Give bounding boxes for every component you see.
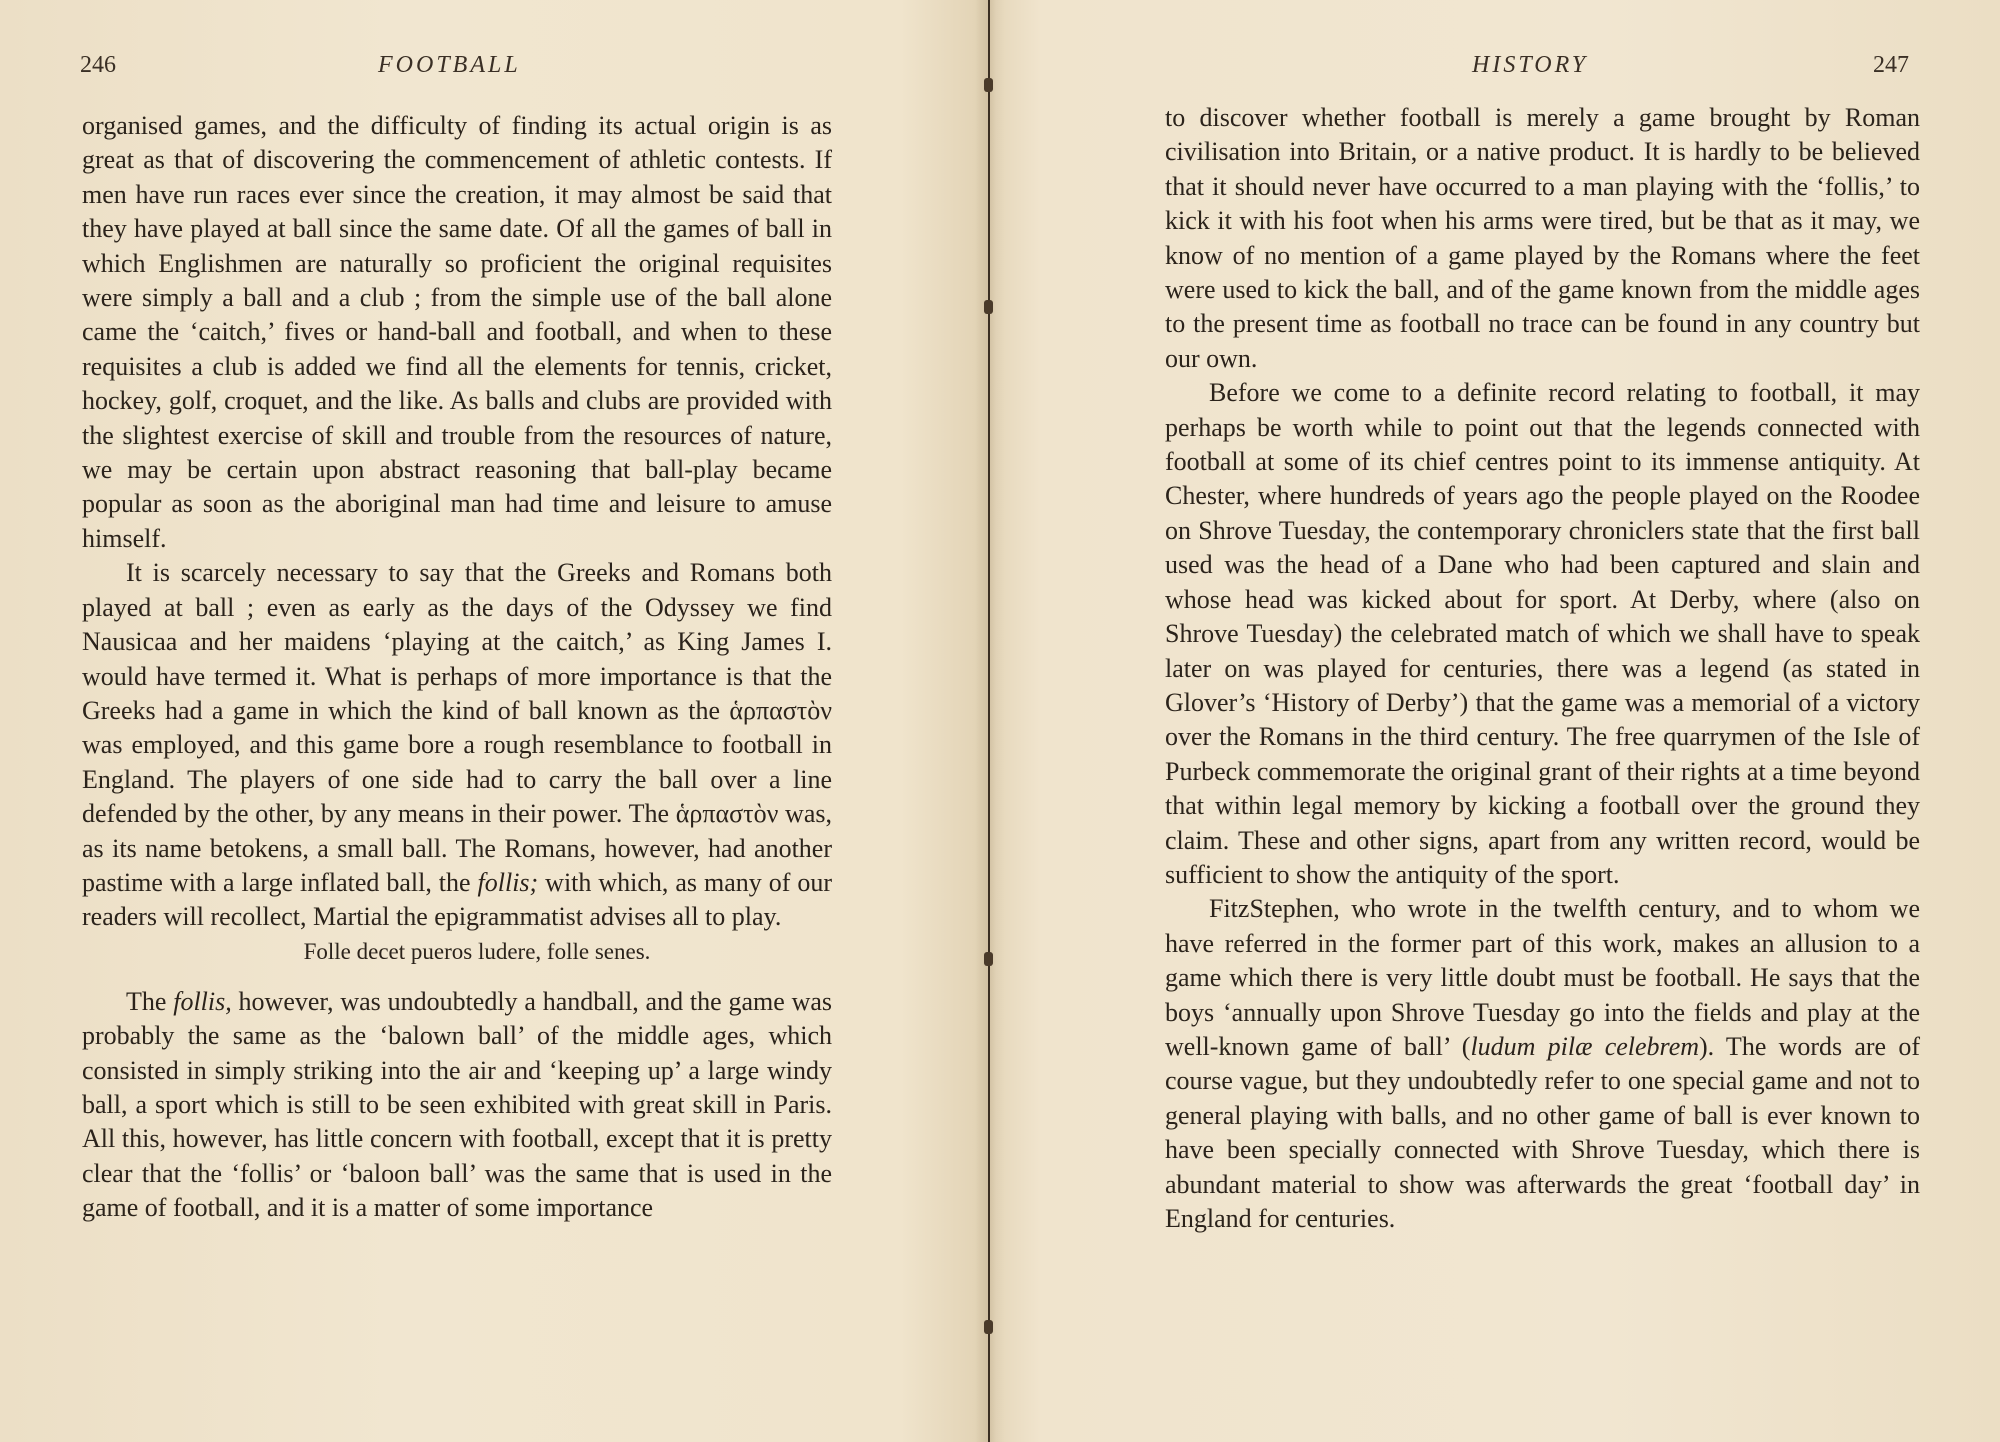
paragraph-text: The — [126, 986, 174, 1016]
paragraph: to discover whether football is merely a game brought by Roman civilisation into Britain, or a native product. It is hardly to be believed that it should never have occurred to a man playing with the ‘follis,’ to kick it with his foot when his arms were tired, but be that as it may, we know of no mention of a game played by the Romans where the feet were used to kick the ball, and of the game known from the middle ages to the present time as football no trace can be found in any country but our own. — [1165, 103, 1920, 373]
paragraph: Before we come to a definite record relating to football, it may perhaps be worth while to point out that the legends connected with football at some of its chief centres point to its immense antiquity. At Chester, where hundreds of years ago the people played on the Roodee on Shrove Tuesday, the contemporary chroniclers state that the first ball used was the head of a Dane who had been captured and slain and whose head was kicked about for sport. At Derby, where (also on Shrove Tuesday) the celebrated match of which we shall have to speak later on was played for centuries, there was a legend (as stated in Glover’s ‘History of Derby’) that the game was a memorial of a victory over the Romans in the third century. The free quarrymen of the Isle of Purbeck commemorate the original grant of their rights at a time beyond that within legal memory by kicking a football over the ground they claim. These and other signs, apart from any written record, would be sufficient to show the antiquity of the sport. — [1165, 378, 1920, 889]
right-page-body — [1165, 101, 1920, 1236]
binding-stitch — [984, 300, 993, 314]
binding-stitch — [984, 1320, 993, 1334]
paragraph-text: however, was undoubtedly a handball, and the game was probably the same as the ‘balown ball’ of the middle ages, which consisted in simply striking into the air and ‘keeping up’ a large windy ball, a sport which is still to be seen exhibited with great skill in Paris. All this, however, has little concern with football, except that it is pretty clear that the ‘follis’ or ‘baloon ball’ was the same that is used in the game of football, and it is a matter of some importance — [82, 986, 832, 1223]
gutter-shadow — [975, 0, 1005, 1442]
binding-stitch — [984, 78, 993, 92]
paragraph-text: with which, as many of our readers will recollect, Martial the epigrammatist advises all to play. — [82, 867, 832, 932]
left-page — [0, 0, 975, 1442]
page-number: 246 — [80, 52, 116, 78]
italic-term: follis; — [477, 867, 539, 897]
paragraph-text: FitzStephen, who wrote in the twelfth century, and to whom we have referred in the former part of this work, makes an allusion to a game which there is very little doubt must be football. He says that the boys ‘annually upon Shrove Tuesday go into the fields and play at the well-known game of ball’ ( — [1165, 894, 1920, 1061]
left-page-body — [82, 109, 832, 1226]
page-number: 247 — [1873, 52, 1909, 78]
binding-stitch — [984, 952, 993, 966]
latin-quotation: Folle decet pueros ludere, folle senes. — [303, 938, 651, 964]
italic-term: follis, — [173, 986, 232, 1016]
paragraph-text: It is scarcely necessary to say that the Greeks and Romans both played at ball ; even as early as the days of the Odyssey we find Nausicaa and her maidens ‘playing at the caitch,’ as King James I. would have termed it. What is perhaps of more importance is that the Greeks had a game in which the kind of ball known as the ἁρπαστὸν was employed, and this game bore a rough resemblance to football in England. The players of one side had to carry the ball over a line defended by the other, by any means in their power. The ἁρπαστὸν was, as its name betokens, a small ball. The Romans, however, had another pastime with a large inflated ball, the — [82, 558, 832, 897]
paragraph — [82, 985, 832, 1226]
book-gutter — [988, 0, 990, 1442]
running-head — [378, 52, 521, 79]
paragraph — [1165, 892, 1920, 1236]
paragraph-text: ). The words are of course vague, but they undoubtedly refer to one special game and not to general playing with balls, and no other game of ball is ever known to have been specially connected with Shrove Tuesday, which there is abundant material to show was afterwards the great ‘football day’ in England for centuries. — [1165, 1031, 1920, 1233]
running-head-text: FOOTBALL — [378, 52, 521, 78]
running-head-text: HISTORY — [1472, 52, 1589, 78]
paragraph — [82, 556, 832, 934]
right-page — [1005, 0, 2000, 1442]
running-head — [1472, 52, 1588, 79]
italic-latin: ludum pilæ celebrem — [1470, 1031, 1700, 1061]
paragraph: organised games, and the difficulty of finding its actual origin is as great as that of discovering the commencement of athletic contests. If men have run races ever since the creation, it may almost be said that they have played at ball since the same date. Of all the games of ball in which Englishmen are naturally so proficient the original requisites were simply a ball and a club ; from the simple use of the ball alone came the ‘caitch,’ fives or hand-ball and football, and when to these requisites a club is added we find all the elements for tennis, cricket, hockey, golf, croquet, and the like. As balls and clubs are provided with the slightest exercise of skill and trouble from the resources of nature, we may be certain upon abstract reasoning that ball-play became popular as soon as the aboriginal man had time and leisure to amuse himself. — [82, 111, 832, 553]
